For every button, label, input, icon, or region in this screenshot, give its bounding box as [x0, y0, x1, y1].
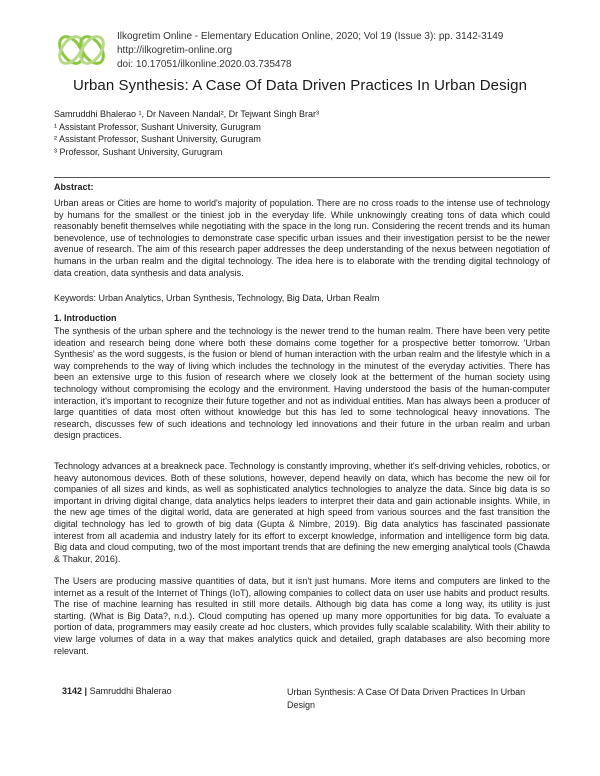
author-block	[54, 108, 319, 158]
paper-title: Urban Synthesis: A Case Of Data Driven Practices In Urban Design	[72, 77, 528, 94]
divider	[54, 177, 550, 178]
page-number: 3142	[62, 686, 83, 696]
affiliation-3: ³ Professor, Sushant University, Gurugram	[54, 146, 223, 157]
keywords: Keywords: Urban Analytics, Urban Synthesis, Technology, Big Data, Urban Realm	[54, 293, 380, 303]
doi-link[interactable]: doi: 10.17051/ilkonline.2020.03.735478	[117, 59, 292, 70]
affiliation-1: ¹ Assistant Professor, Sushant University, Gurugram	[54, 121, 261, 132]
introduction-heading: 1. Introduction	[54, 313, 117, 323]
journal-url-link[interactable]: http://ilkogretim-online.org	[117, 45, 233, 56]
journal-citation: Ilkogretim Online - Elementary Education Online, 2020; Vol 19 (Issue 3): pp. 3142-3149	[117, 31, 504, 42]
footer-running-title: Urban Synthesis: A Case Of Data Driven Practices In Urban Design	[287, 687, 526, 710]
journal-header	[57, 30, 547, 78]
footer-author: Samruddhi Bhalerao	[89, 686, 172, 696]
footer-separator: |	[84, 686, 88, 696]
affiliation-2: ² Assistant Professor, Sushant University, Gurugram	[54, 134, 261, 144]
intro-paragraph-3: The Users are producing massive quantities of data, but it isn't just humans. More items and computers are linked to the internet as a result of the Internet of Things (IoT), allowing companies to collect data on user use habits and product results. The rise of machine learning has resulted in still more details. Although big data has come a long way, its utility is just starting. (What is Big Data?, n.d.). Cloud computing has opened up many more opportunities for big data. To evaluate a portion of data, programmers may easily create ad hoc clusters, which provides fully scalable scalability. With their ability to view large volumes of data in a way that makes analytics quick and detailed, graph databases are also becoming more relevant.	[54, 576, 550, 656]
intro-paragraph-2: Technology advances at a breakneck pace. Technology is constantly improving, whether it's self-driving vehicles, robotics, or heavy autonomous devices. Both of these solutions, however, depend heavily on data, which has become the new oil for companies of all sizes and kinds, as well as sophisticated analytics technologies to analyze the data. Since big data is so important in driving digital change, data analytics helps leaders to interpret their data and gain actionable insights. While, in the new age times of the digital world, data are generated at high speed from various sources and the fast transition the digital technology has led to growth of big data (Gupta & Nimbre, 2019). Big data analytics has fascinated passionate interest from all academia and industry lately for its effort to excerpt knowledge, information and intelligence form big data. Big data and cloud computing, two of the most important trends that are defining the new emerging analytical tools (Chawda & Thakur, 2016).	[54, 461, 550, 564]
journal-info	[117, 30, 503, 72]
footer-left	[62, 686, 172, 696]
intro-paragraph-1: The synthesis of the urban sphere and the technology is the newer trend to the human realm. There have been very petite ideation and research being done where both these domains come together for a prospective better tomorrow. 'Urban Synthesis' as the word suggests, is the fusion or blend of human interaction with the urban realm and the lifestyle which in a way comprehends to the way of living which includes the technology in the minutest of the everyday activities. There has been an extensive urge to this fusion of research where we closely look at the betterment of the human society using technology without compromising the ecology and the environment. Having understood the basis of the human-computer interaction, it's important to recognize their future together and not as individual entities. Man has always been a producer of large quantities of data most often without knowledge but this has led to some technological heavy innovations. The research, discusses few of such ideations and technology led innovations and their future in the urban realm and urban design practices.	[54, 326, 550, 441]
abstract-text: Urban areas or Cities are home to world's majority of population. There are no cross roads to the intense use of technology by humans for the smallest or the tiniest job in the everyday life. While unknowingly creating tons of data which could reasonably benefit themselves while negotiating with the space in the long run. Considering the recent trends and its human benevolence, use of technologies to demonstrate case specific urban issues and their investigation persist to be the newer avenue of research. The aim of this research paper addresses the deep understanding of the nexus between negotiation of humans in the urban realm and the digital technology. The idea here is to elaborate with the trending digital technology of data creation, data synthesis and data analysis.	[54, 198, 550, 278]
author-names: Samruddhi Bhalerao ¹, Dr Naveen Nandal², Dr Tejwant Singh Brar³	[54, 109, 319, 119]
abstract-heading: Abstract:	[54, 182, 94, 192]
journal-logo-icon	[57, 32, 107, 68]
